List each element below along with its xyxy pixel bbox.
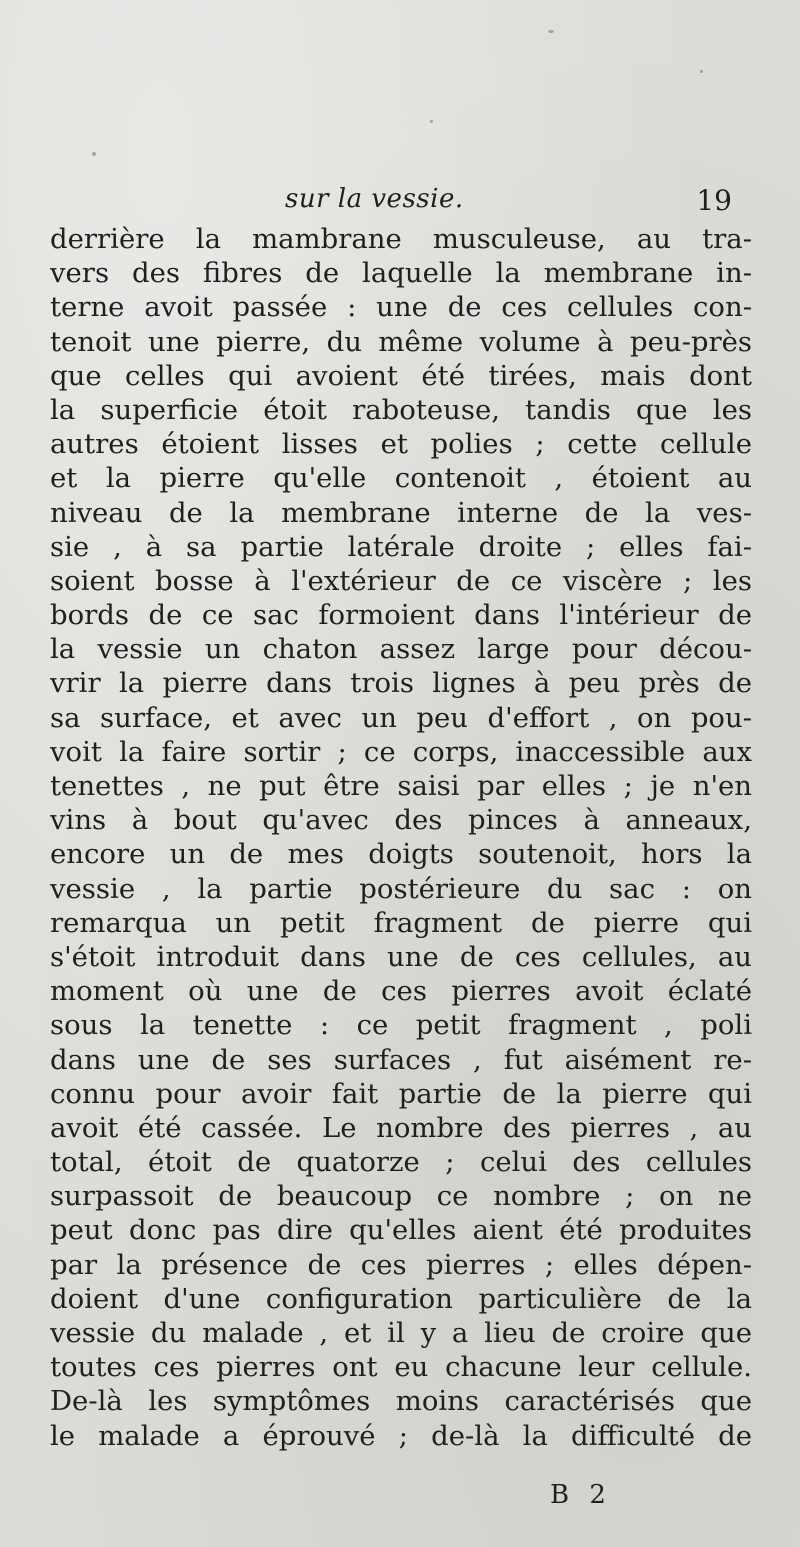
text-line: doient d'une configuration particulière de la (50, 1282, 752, 1315)
text-line: la vessie un chaton assez large pour décou- (50, 633, 752, 666)
text-line: vins à bout qu'avec des pinces à anneaux, (50, 804, 752, 837)
text-line: vers des fibres de laquelle la membrane in- (50, 257, 752, 290)
text-line: derrière la mambrane musculeuse, au tra- (50, 223, 752, 255)
text-line: soient bosse à l'extérieur de ce viscère ; les (50, 564, 752, 597)
text-line: sous la tenette : ce petit fragment , poli (50, 1009, 752, 1042)
body-text (50, 222, 752, 1453)
text-line: voit la faire sortir ; ce corps, inaccessible aux (50, 735, 752, 768)
text-line: remarqua un petit fragment de pierre qui (50, 906, 752, 939)
text-line: niveau de la membrane interne de la ves- (50, 496, 752, 529)
running-head: sur la vessie. (285, 184, 464, 214)
text-line: sa surface, et avec un peu d'effort , on pou- (50, 701, 752, 734)
page-number: 19 (696, 184, 732, 217)
paper-speck (548, 30, 554, 33)
text-line: sie , à sa partie latérale droite ; elles fai- (50, 530, 752, 563)
text-line: toutes ces pierres ont eu chacune leur cellule. (50, 1351, 752, 1384)
text-line: terne avoit passée : une de ces cellules con- (50, 291, 752, 324)
paper-speck (92, 152, 96, 156)
text-line: bords de ce sac formoient dans l'intérieur de (50, 599, 752, 632)
text-line: vessie , la partie postérieure du sac : on (50, 872, 752, 905)
text-line: tenettes , ne put être saisi par elles ; je n'en (50, 770, 752, 802)
text-line: tenoit une pierre, du même volume à peu-près (50, 325, 752, 358)
text-line: que celles qui avoient été tirées, mais dont (50, 359, 752, 392)
text-line: De-là les symptômes moins caractérisés que (50, 1385, 752, 1418)
text-line: encore un de mes doigts soutenoit, hors la (50, 838, 752, 871)
text-line: s'étoit introduit dans une de ces cellules, au (50, 940, 752, 973)
text-line: surpassoit de beaucoup ce nombre ; on ne (50, 1180, 752, 1213)
text-line: autres étoient lisses et polies ; cette cellule (50, 428, 752, 461)
text-line: moment où une de ces pierres avoit éclaté (50, 975, 752, 1008)
page-header (0, 184, 800, 220)
text-line: le malade a éprouvé ; de-là la difficulté de (50, 1419, 752, 1452)
signature-mark: B 2 (550, 1480, 612, 1510)
paper-speck (430, 120, 433, 123)
text-line: vrir la pierre dans trois lignes à peu près de (50, 667, 752, 700)
text-line: connu pour avoir fait partie de la pierre qui (50, 1077, 752, 1110)
text-line: par la présence de ces pierres ; elles dépen- (50, 1248, 752, 1281)
paper-speck (700, 70, 703, 73)
text-line: et la pierre qu'elle contenoit , étoient au (50, 462, 752, 495)
text-line: peut donc pas dire qu'elles aient été produites (50, 1214, 752, 1247)
text-line: la superficie étoit raboteuse, tandis que les (50, 393, 752, 426)
text-line: vessie du malade , et il y a lieu de croire que (50, 1317, 752, 1349)
text-line: dans une de ses surfaces , fut aisément re- (50, 1043, 752, 1076)
text-line: total, étoit de quatorze ; celui des cellules (50, 1146, 752, 1179)
text-line: avoit été cassée. Le nombre des pierres , au (50, 1111, 752, 1144)
